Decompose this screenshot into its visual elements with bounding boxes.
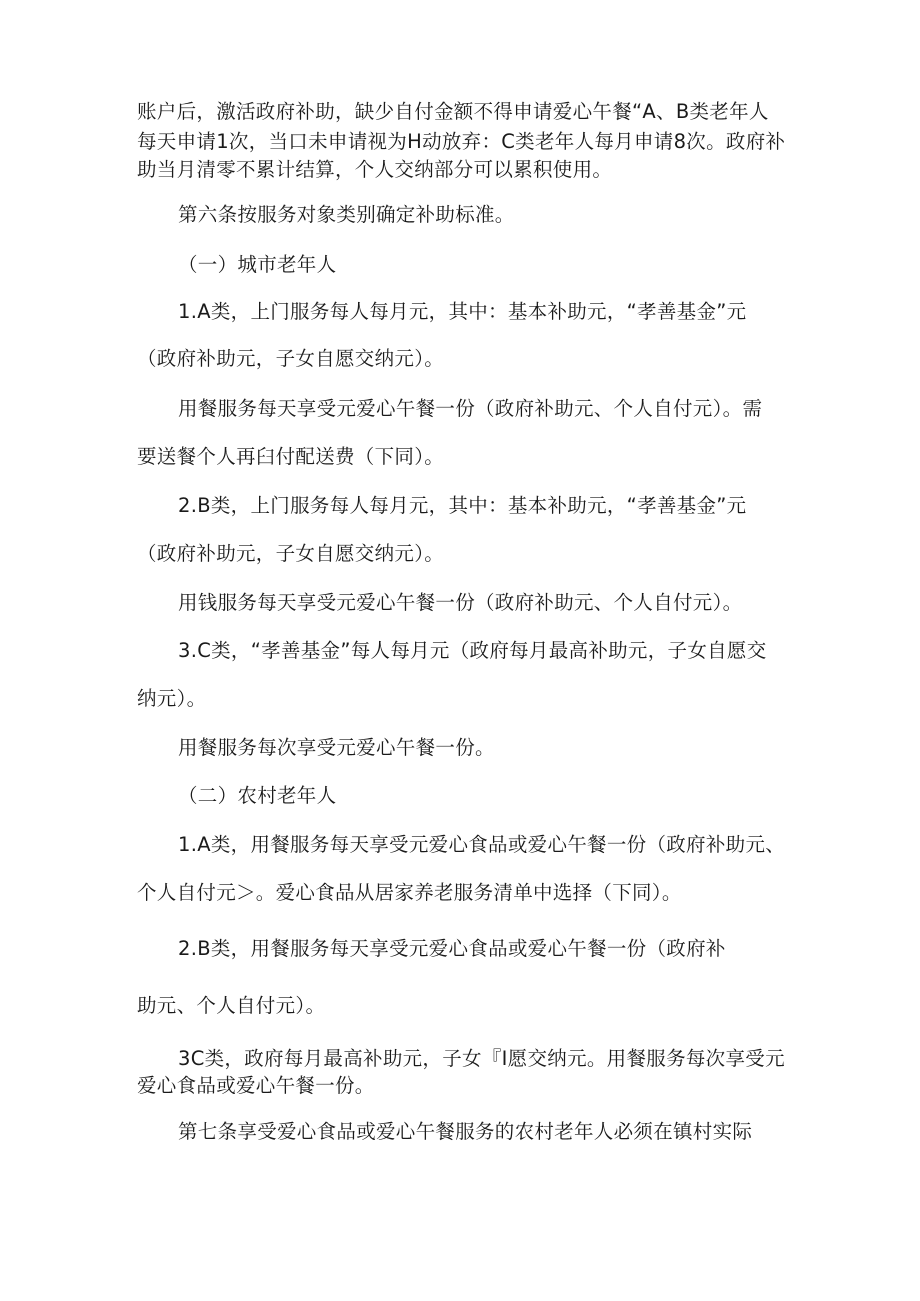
article-heading: 第六条按服务对象类别确定补助标准。 xyxy=(178,203,515,226)
paragraph-line: 3C类，政府每月最高补助元，子女『I愿交纳元。用餐服务每次享受元 xyxy=(178,1047,785,1070)
paragraph-line: 1.A类，上门服务每人每月元，其中：基本补助元，“孝善基金”元 xyxy=(178,300,747,323)
paragraph-line: 个人自付元＞。爱心食品从居家养老服务清单中选择（下同）。 xyxy=(137,881,682,904)
paragraph-line: 纳元）。 xyxy=(137,687,207,710)
paragraph-line: 爱心食品或爱心午餐一份。 xyxy=(137,1074,375,1097)
paragraph-line: 用钱服务每天享受元爱心午餐一份（政府补助元、个人自付元）。 xyxy=(178,591,743,614)
section-heading: （二）农村老年人 xyxy=(178,784,337,807)
paragraph-line: 助元、个人自付元）。 xyxy=(137,994,326,1017)
paragraph-line: 2.B类，用餐服务每天享受元爱心食品或爱心午餐一份（政府补 xyxy=(178,937,726,960)
paragraph-line: 用餐服务每天享受元爱心午餐一份（政府补助元、个人自付元）。需 xyxy=(178,397,763,420)
paragraph-line: （政府补助元，子女自愿交纳元）。 xyxy=(137,347,445,370)
paragraph-line: 1.A类，用餐服务每天享受元爱心食品或爱心午餐一份（政府补助元、 xyxy=(178,833,786,856)
paragraph-line: 助当月清零不累计结算，个人交纳部分可以累积使用。 xyxy=(137,158,613,181)
section-heading: （一）城市老年人 xyxy=(178,253,337,276)
article-heading: 第七条享受爱心食品或爱心午餐服务的农村老年人必须在镇村实际 xyxy=(178,1120,753,1143)
paragraph-line: 每天申请1次，当口未申请视为H动放弃：C类老年人每月申请8次。政府补 xyxy=(137,130,786,153)
paragraph-line: 要送餐个人再臼付配送费（下同）。 xyxy=(137,445,445,468)
paragraph-line: 3.C类，“孝善基金”每人每月元（政府每月最高补助元，子女自愿交 xyxy=(178,639,767,662)
paragraph-line: 账户后，激活政府补助，缺少自付金额不得申请爱心午餐“A、B类老年人 xyxy=(137,100,769,123)
paragraph-line: 用餐服务每次享受元爱心午餐一份。 xyxy=(178,736,495,759)
paragraph-line: （政府补助元，子女自愿交纳元）。 xyxy=(137,542,445,565)
paragraph-line: 2.B类，上门服务每人每月元，其中：基本补助元，“孝善基金”元 xyxy=(178,494,747,517)
